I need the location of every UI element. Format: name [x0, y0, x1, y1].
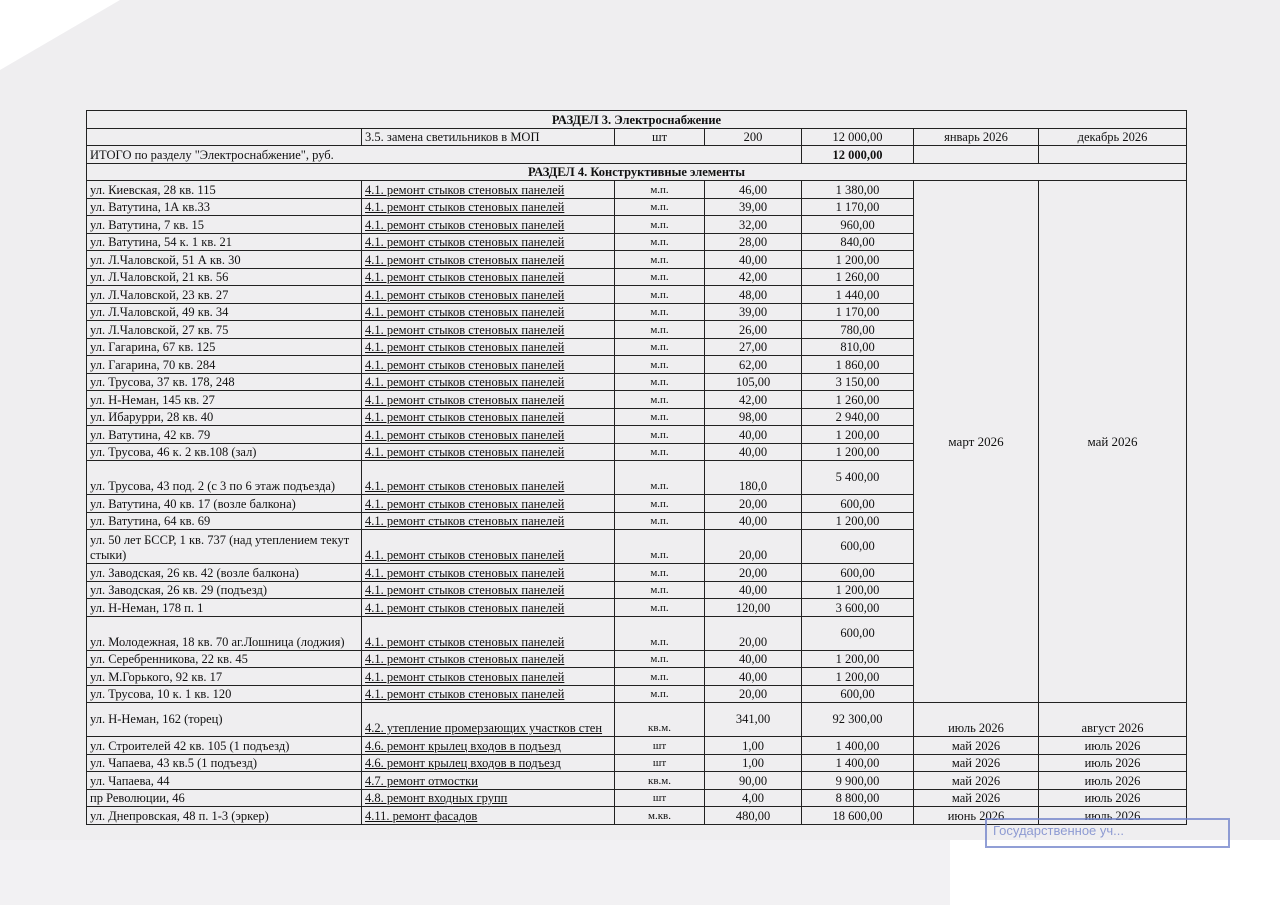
address-cell: ул. Н-Неман, 178 п. 1 — [87, 599, 362, 617]
address-cell: ул. Ибарурри, 28 кв. 40 — [87, 408, 362, 426]
amount-cell: 600,00 — [802, 530, 914, 564]
qty-cell: 26,00 — [705, 321, 802, 339]
official-stamp: Государственное уч... — [985, 818, 1230, 848]
amount-cell: 1 380,00 — [802, 181, 914, 199]
address-cell: пр Революции, 46 — [87, 789, 362, 807]
table-row — [87, 789, 1187, 807]
address-cell: ул. Н-Неман, 145 кв. 27 — [87, 391, 362, 409]
table-row — [87, 754, 1187, 772]
work-cell: 4.1. ремонт стыков стеновых панелей — [362, 286, 615, 304]
address-cell: ул. Л.Чаловской, 23 кв. 27 — [87, 286, 362, 304]
address-cell: ул. Н-Неман, 162 (торец) — [87, 703, 362, 737]
qty-cell: 4,00 — [705, 789, 802, 807]
unit-cell: м.п. — [615, 198, 705, 216]
unit-cell: шт — [615, 128, 705, 146]
work-cell: 4.1. ремонт стыков стеновых панелей — [362, 495, 615, 513]
address-cell: ул. Чапаева, 44 — [87, 772, 362, 790]
page-corner-fold — [0, 0, 120, 70]
qty-cell: 200 — [705, 128, 802, 146]
address-cell: ул. Ватутина, 42 кв. 79 — [87, 426, 362, 444]
table-row — [87, 737, 1187, 755]
amount-cell: 960,00 — [802, 216, 914, 234]
address-cell: ул. 50 лет БССР, 1 кв. 737 (над утеплением текут стыки) — [87, 530, 362, 564]
amount-cell: 600,00 — [802, 495, 914, 513]
address-cell — [87, 128, 362, 146]
qty-cell: 39,00 — [705, 303, 802, 321]
amount-cell: 840,00 — [802, 233, 914, 251]
amount-cell: 1 260,00 — [802, 268, 914, 286]
unit-cell: м.п. — [615, 408, 705, 426]
group-end-date-cell: май 2026 — [1039, 181, 1187, 703]
address-cell: ул. Днепровская, 48 п. 1-3 (эркер) — [87, 807, 362, 825]
unit-cell: м.п. — [615, 321, 705, 339]
qty-cell: 20,00 — [705, 530, 802, 564]
address-cell: ул. Строителей 42 кв. 105 (1 подъезд) — [87, 737, 362, 755]
work-cell: 4.1. ремонт стыков стеновых панелей — [362, 391, 615, 409]
start-date-cell: май 2026 — [914, 737, 1039, 755]
amount-cell: 1 200,00 — [802, 426, 914, 444]
unit-cell: м.п. — [615, 461, 705, 495]
end-date-cell: июль 2026 — [1039, 807, 1187, 825]
amount-cell: 1 200,00 — [802, 512, 914, 530]
work-cell: 4.1. ремонт стыков стеновых панелей — [362, 268, 615, 286]
unit-cell: м.п. — [615, 373, 705, 391]
work-cell: 4.1. ремонт стыков стеновых панелей — [362, 512, 615, 530]
start-date-cell: май 2026 — [914, 772, 1039, 790]
qty-cell: 40,00 — [705, 668, 802, 686]
amount-cell: 2 940,00 — [802, 408, 914, 426]
work-cell: 4.1. ремонт стыков стеновых панелей — [362, 251, 615, 269]
qty-cell: 480,00 — [705, 807, 802, 825]
amount-cell: 12 000,00 — [802, 128, 914, 146]
qty-cell: 20,00 — [705, 495, 802, 513]
section3-total-row — [87, 146, 1187, 164]
address-cell: ул. Трусова, 37 кв. 178, 248 — [87, 373, 362, 391]
qty-cell: 27,00 — [705, 338, 802, 356]
qty-cell: 1,00 — [705, 737, 802, 755]
empty-cell — [914, 146, 1039, 164]
unit-cell: м.п. — [615, 581, 705, 599]
work-cell: 4.1. ремонт стыков стеновых панелей — [362, 356, 615, 374]
qty-cell: 180,0 — [705, 461, 802, 495]
section3-header-row — [87, 111, 1187, 129]
section4-header-row — [87, 163, 1187, 181]
unit-cell: м.п. — [615, 356, 705, 374]
qty-cell: 39,00 — [705, 198, 802, 216]
unit-cell: м.п. — [615, 685, 705, 703]
unit-cell: м.п. — [615, 512, 705, 530]
amount-cell: 1 200,00 — [802, 443, 914, 461]
work-cell: 4.1. ремонт стыков стеновых панелей — [362, 181, 615, 199]
section3-title: РАЗДЕЛ 3. Электроснабжение — [87, 111, 1187, 129]
work-cell: 4.6. ремонт крылец входов в подъезд — [362, 737, 615, 755]
work-cell: 4.8. ремонт входных групп — [362, 789, 615, 807]
unit-cell: м.п. — [615, 181, 705, 199]
table-row — [87, 703, 1187, 737]
work-cell: 4.1. ремонт стыков стеновых панелей — [362, 443, 615, 461]
unit-cell: м.п. — [615, 495, 705, 513]
address-cell: ул. Ватутина, 1А кв.33 — [87, 198, 362, 216]
address-cell: ул. Заводская, 26 кв. 42 (возле балкона) — [87, 564, 362, 582]
address-cell: ул. Трусова, 10 к. 1 кв. 120 — [87, 685, 362, 703]
qty-cell: 20,00 — [705, 564, 802, 582]
end-date-cell: июль 2026 — [1039, 737, 1187, 755]
unit-cell: м.п. — [615, 650, 705, 668]
unit-cell: м.п. — [615, 286, 705, 304]
end-date-cell: июль 2026 — [1039, 772, 1187, 790]
unit-cell: м.п. — [615, 530, 705, 564]
works-table — [86, 110, 1187, 825]
amount-cell: 600,00 — [802, 564, 914, 582]
section4-title: РАЗДЕЛ 4. Конструктивные элементы — [87, 163, 1187, 181]
scan-blank-area — [950, 840, 1280, 905]
address-cell: ул. Л.Чаловской, 51 А кв. 30 — [87, 251, 362, 269]
unit-cell: м.п. — [615, 233, 705, 251]
amount-cell: 1 260,00 — [802, 391, 914, 409]
work-cell: 4.1. ремонт стыков стеновых панелей — [362, 321, 615, 339]
address-cell: ул. Серебренникова, 22 кв. 45 — [87, 650, 362, 668]
work-cell: 4.1. ремонт стыков стеновых панелей — [362, 373, 615, 391]
address-cell: ул. Л.Чаловской, 27 кв. 75 — [87, 321, 362, 339]
qty-cell: 20,00 — [705, 616, 802, 650]
work-cell: 4.1. ремонт стыков стеновых панелей — [362, 564, 615, 582]
work-cell: 4.1. ремонт стыков стеновых панелей — [362, 616, 615, 650]
amount-cell: 1 400,00 — [802, 737, 914, 755]
qty-cell: 48,00 — [705, 286, 802, 304]
work-cell: 4.1. ремонт стыков стеновых панелей — [362, 426, 615, 444]
qty-cell: 42,00 — [705, 268, 802, 286]
address-cell: ул. Ватутина, 7 кв. 15 — [87, 216, 362, 234]
qty-cell: 20,00 — [705, 685, 802, 703]
page-bottom-margin — [0, 840, 950, 905]
unit-cell: м.п. — [615, 251, 705, 269]
work-cell: 4.1. ремонт стыков стеновых панелей — [362, 650, 615, 668]
amount-cell: 5 400,00 — [802, 461, 914, 495]
qty-cell: 40,00 — [705, 581, 802, 599]
qty-cell: 40,00 — [705, 251, 802, 269]
qty-cell: 32,00 — [705, 216, 802, 234]
end-date-cell: июль 2026 — [1039, 789, 1187, 807]
unit-cell: кв.м. — [615, 703, 705, 737]
amount-cell: 1 200,00 — [802, 668, 914, 686]
qty-cell: 105,00 — [705, 373, 802, 391]
amount-cell: 3 600,00 — [802, 599, 914, 617]
address-cell: ул. Молодежная, 18 кв. 70 аг.Лошница (лоджия) — [87, 616, 362, 650]
end-date-cell: июль 2026 — [1039, 754, 1187, 772]
unit-cell: м.п. — [615, 303, 705, 321]
amount-cell: 1 860,00 — [802, 356, 914, 374]
address-cell: ул. Ватутина, 54 к. 1 кв. 21 — [87, 233, 362, 251]
unit-cell: м.п. — [615, 216, 705, 234]
work-cell: 4.1. ремонт стыков стеновых панелей — [362, 581, 615, 599]
section3-total-amount: 12 000,00 — [802, 146, 914, 164]
work-cell: 4.1. ремонт стыков стеновых панелей — [362, 685, 615, 703]
unit-cell: м.п. — [615, 338, 705, 356]
work-cell: 4.1. ремонт стыков стеновых панелей — [362, 599, 615, 617]
unit-cell: м.п. — [615, 599, 705, 617]
start-date-cell: май 2026 — [914, 789, 1039, 807]
qty-cell: 40,00 — [705, 512, 802, 530]
work-cell: 4.1. ремонт стыков стеновых панелей — [362, 461, 615, 495]
amount-cell: 1 170,00 — [802, 198, 914, 216]
unit-cell: шт — [615, 754, 705, 772]
amount-cell: 18 600,00 — [802, 807, 914, 825]
amount-cell: 1 400,00 — [802, 754, 914, 772]
amount-cell: 92 300,00 — [802, 703, 914, 737]
amount-cell: 600,00 — [802, 616, 914, 650]
address-cell: ул. Гагарина, 67 кв. 125 — [87, 338, 362, 356]
qty-cell: 40,00 — [705, 426, 802, 444]
qty-cell: 90,00 — [705, 772, 802, 790]
amount-cell: 1 200,00 — [802, 251, 914, 269]
end-date-cell: декабрь 2026 — [1039, 128, 1187, 146]
start-date-cell: июнь 2026 — [914, 807, 1039, 825]
address-cell: ул. М.Горького, 92 кв. 17 — [87, 668, 362, 686]
work-cell: 4.1. ремонт стыков стеновых панелей — [362, 198, 615, 216]
unit-cell: шт — [615, 789, 705, 807]
work-cell: 4.7. ремонт отмостки — [362, 772, 615, 790]
qty-cell: 62,00 — [705, 356, 802, 374]
qty-cell: 341,00 — [705, 703, 802, 737]
work-cell: 4.1. ремонт стыков стеновых панелей — [362, 530, 615, 564]
section3-total-label: ИТОГО по разделу "Электроснабжение", руб. — [87, 146, 802, 164]
address-cell: ул. Ватутина, 40 кв. 17 (возле балкона) — [87, 495, 362, 513]
start-date-cell: май 2026 — [914, 754, 1039, 772]
qty-cell: 28,00 — [705, 233, 802, 251]
work-cell: 4.2. утепление промерзающих участков стен — [362, 703, 615, 737]
unit-cell: м.п. — [615, 391, 705, 409]
table-row — [87, 181, 1187, 199]
amount-cell: 3 150,00 — [802, 373, 914, 391]
empty-cell — [1039, 146, 1187, 164]
work-cell: 4.1. ремонт стыков стеновых панелей — [362, 216, 615, 234]
work-cell: 4.6. ремонт крылец входов в подъезд — [362, 754, 615, 772]
address-cell: ул. Трусова, 46 к. 2 кв.108 (зал) — [87, 443, 362, 461]
amount-cell: 1 200,00 — [802, 650, 914, 668]
work-cell: 4.11. ремонт фасадов — [362, 807, 615, 825]
start-date-cell: июль 2026 — [914, 703, 1039, 737]
amount-cell: 810,00 — [802, 338, 914, 356]
address-cell: ул. Киевская, 28 кв. 115 — [87, 181, 362, 199]
unit-cell: м.п. — [615, 426, 705, 444]
qty-cell: 40,00 — [705, 443, 802, 461]
unit-cell: м.п. — [615, 443, 705, 461]
unit-cell: м.кв. — [615, 807, 705, 825]
address-cell: ул. Гагарина, 70 кв. 284 — [87, 356, 362, 374]
work-cell: 4.1. ремонт стыков стеновых панелей — [362, 668, 615, 686]
work-cell: 4.1. ремонт стыков стеновых панелей — [362, 233, 615, 251]
amount-cell: 1 200,00 — [802, 581, 914, 599]
address-cell: ул. Заводская, 26 кв. 29 (подъезд) — [87, 581, 362, 599]
group-start-date-cell: март 2026 — [914, 181, 1039, 703]
address-cell: ул. Л.Чаловской, 21 кв. 56 — [87, 268, 362, 286]
unit-cell: шт — [615, 737, 705, 755]
section3-row — [87, 128, 1187, 146]
unit-cell: м.п. — [615, 616, 705, 650]
table-row — [87, 772, 1187, 790]
qty-cell: 98,00 — [705, 408, 802, 426]
work-cell: 4.1. ремонт стыков стеновых панелей — [362, 303, 615, 321]
amount-cell: 1 440,00 — [802, 286, 914, 304]
qty-cell: 1,00 — [705, 754, 802, 772]
unit-cell: м.п. — [615, 268, 705, 286]
address-cell: ул. Чапаева, 43 кв.5 (1 подъезд) — [87, 754, 362, 772]
unit-cell: кв.м. — [615, 772, 705, 790]
start-date-cell: январь 2026 — [914, 128, 1039, 146]
qty-cell: 120,00 — [705, 599, 802, 617]
work-cell: 4.1. ремонт стыков стеновых панелей — [362, 338, 615, 356]
qty-cell: 46,00 — [705, 181, 802, 199]
address-cell: ул. Трусова, 43 под. 2 (с 3 по 6 этаж подъезда) — [87, 461, 362, 495]
end-date-cell: август 2026 — [1039, 703, 1187, 737]
work-cell: 4.1. ремонт стыков стеновых панелей — [362, 408, 615, 426]
amount-cell: 8 800,00 — [802, 789, 914, 807]
address-cell: ул. Ватутина, 64 кв. 69 — [87, 512, 362, 530]
work-cell: 3.5. замена светильников в МОП — [362, 128, 615, 146]
amount-cell: 780,00 — [802, 321, 914, 339]
qty-cell: 42,00 — [705, 391, 802, 409]
unit-cell: м.п. — [615, 564, 705, 582]
address-cell: ул. Л.Чаловской, 49 кв. 34 — [87, 303, 362, 321]
unit-cell: м.п. — [615, 668, 705, 686]
amount-cell: 9 900,00 — [802, 772, 914, 790]
amount-cell: 1 170,00 — [802, 303, 914, 321]
amount-cell: 600,00 — [802, 685, 914, 703]
qty-cell: 40,00 — [705, 650, 802, 668]
